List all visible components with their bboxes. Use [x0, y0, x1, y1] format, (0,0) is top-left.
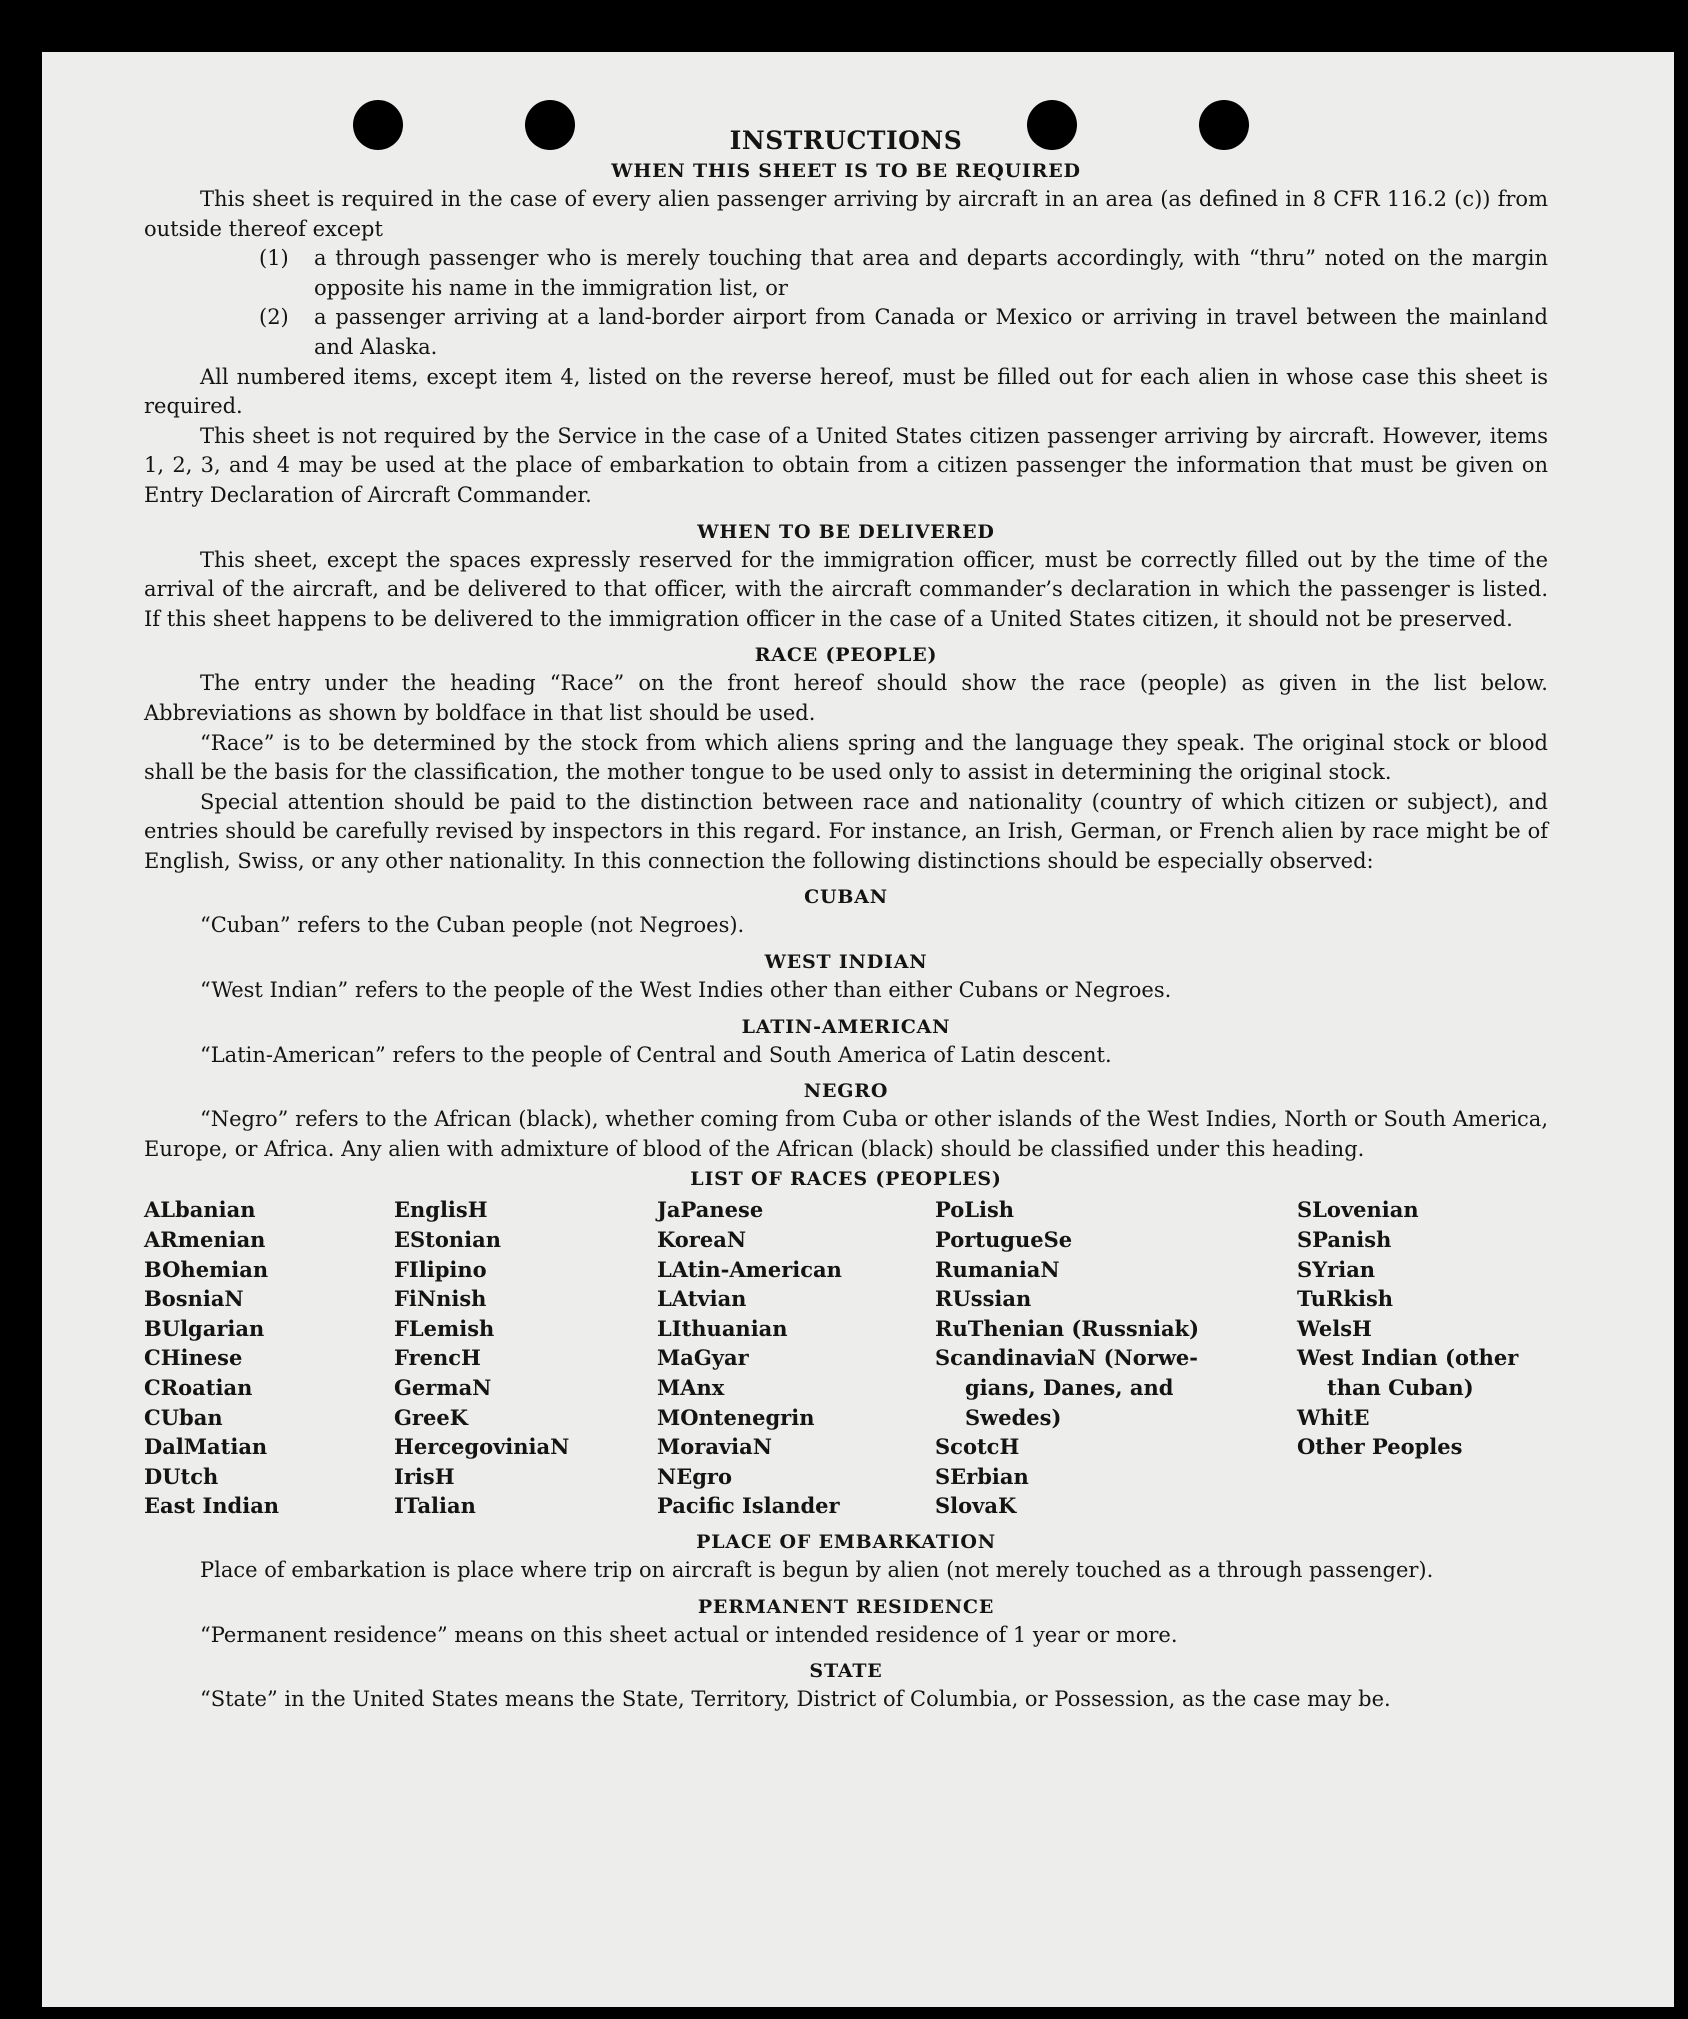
- race-entry: than Cuban): [1327, 1375, 1474, 1400]
- race-entry: ARmenian: [144, 1227, 266, 1253]
- paragraph-negro: “Negro” refers to the African (black), whether coming from Cuba or other islands of the West Indies, North or South America, Europe, or Africa. Any alien with admixture of blood of the African (black) should be classified under this heading.: [144, 1107, 1548, 1161]
- race-entry: SLovenian: [1297, 1197, 1419, 1223]
- races-column-1: [144, 1195, 394, 1521]
- race-entry: Swedes): [965, 1404, 1062, 1430]
- race-entry: West Indian (other: [1297, 1345, 1519, 1371]
- race-entry: MoraviaN: [657, 1434, 772, 1460]
- races-list: [144, 1195, 1548, 1521]
- race-entry: SPanish: [1297, 1227, 1392, 1253]
- paragraph-embarkation: Place of embarkation is place where trip on aircraft is begun by alien (not merely touched as a through passenger).: [200, 1557, 1434, 1582]
- race-entry: GermaN: [394, 1375, 492, 1400]
- item-text: a through passenger who is merely touching that area and departs accordingly, with “thru” noted on the margin opposite his name in the immigration list, or: [314, 246, 1548, 300]
- heading-cuban: CUBAN: [804, 886, 888, 909]
- race-entry: gians, Danes, and: [965, 1375, 1174, 1400]
- race-entry: LAtvian: [657, 1286, 747, 1312]
- paragraph-delivery: This sheet, except the spaces expressly reserved for the immigration officer, must be correctly filled out by the time of the arrival of the aircraft, and be delivered to that officer, with the aircraft commander’s declaration in which the passenger is listed. If this sheet happens to be delivered to the immigration officer in the case of a United States citizen, it should not be preserved.: [144, 547, 1548, 631]
- race-entry: MOntenegrin: [657, 1404, 815, 1430]
- race-entry: FLemish: [394, 1315, 495, 1341]
- paragraph-race-3: Special attention should be paid to the distinction between race and nationality (country of which citizen or subject), and entries should be carefully revised by inspectors in this regard. For instance, an Irish, German, or French alien by race might be of English, Swiss, or any other nationality. In this connection the following distinctions should be especially observed:: [144, 789, 1548, 873]
- race-entry: FrencH: [394, 1345, 481, 1371]
- heading-negro: NEGRO: [803, 1080, 889, 1103]
- race-entry: Pacific Islander: [657, 1493, 840, 1519]
- race-entry: HercegoviniaN: [394, 1434, 570, 1460]
- race-entry: FiNnish: [394, 1286, 487, 1312]
- race-entry: BUlgarian: [144, 1315, 265, 1341]
- race-entry: Other Peoples: [1297, 1434, 1463, 1460]
- paragraph-permanent-residence: “Permanent residence” means on this sheet actual or intended residence of 1 year or more.: [200, 1622, 1178, 1647]
- race-entry: KoreaN: [657, 1227, 747, 1253]
- race-entry: WhitE: [1297, 1404, 1370, 1430]
- race-entry: ALbanian: [144, 1197, 256, 1223]
- race-entry: East Indian: [144, 1493, 280, 1519]
- race-entry: SErbian: [935, 1463, 1029, 1489]
- paragraph-cuban: “Cuban” refers to the Cuban people (not Negroes).: [200, 913, 745, 938]
- exception-item-2: [259, 303, 1548, 362]
- paragraph-requirement: This sheet is required in the case of every alien passenger arriving by aircraft in an area (as defined in 8 CFR 116.2 (c)) from outside thereof except: [144, 187, 1548, 241]
- heading-race: RACE (PEOPLE): [754, 644, 938, 667]
- heading-permanent-residence: PERMANENT RESIDENCE: [697, 1595, 995, 1618]
- race-entry: TuRkish: [1297, 1286, 1394, 1312]
- race-entry: ScotcH: [935, 1434, 1020, 1460]
- race-entry: CUban: [144, 1404, 223, 1430]
- paragraph-latin-american: “Latin-American” refers to the people of Central and South America of Latin descent.: [200, 1042, 1112, 1067]
- race-entry: SlovaK: [935, 1493, 1017, 1519]
- race-entry: DUtch: [144, 1463, 219, 1489]
- race-entry: PoLish: [935, 1197, 1015, 1223]
- race-entry: CHinese: [144, 1345, 243, 1371]
- heading-latin-american: LATIN-AMERICAN: [741, 1015, 951, 1038]
- race-entry: MaGyar: [657, 1345, 749, 1371]
- paragraph-state: “State” in the United States means the State, Territory, District of Columbia, or Possession, as the case may be.: [200, 1687, 1391, 1712]
- race-entry: WelsH: [1297, 1315, 1372, 1341]
- race-entry: CRoatian: [144, 1375, 253, 1400]
- page-title: INSTRUCTIONS: [729, 126, 963, 155]
- race-entry: IrisH: [394, 1463, 455, 1489]
- race-entry: PortugueSe: [935, 1227, 1073, 1253]
- paragraph-race-2: “Race” is to be determined by the stock from which aliens spring and the language they speak. The original stock or blood shall be the basis for the classification, the mother tongue to be used only to assist in determining the original stock.: [144, 730, 1548, 785]
- paragraph-citizen: This sheet is not required by the Service in the case of a United States citizen passenger arriving by aircraft. However, items 1, 2, 3, and 4 may be used at the place of embarkation to obtain from a citizen passenger the information that must be given on Entry Declaration of Aircraft Commander.: [144, 423, 1548, 507]
- races-column-3: [657, 1195, 935, 1521]
- paragraph-west-indian: “West Indian” refers to the people of the West Indies other than either Cubans or Negroes.: [200, 978, 1172, 1003]
- race-entry: EStonian: [394, 1227, 501, 1253]
- race-entry: GreeK: [394, 1404, 468, 1430]
- race-entry: DalMatian: [144, 1434, 268, 1460]
- race-entry: RuThenian (Russniak): [935, 1315, 1200, 1341]
- race-entry: LAtin-American: [657, 1256, 842, 1282]
- races-column-5: [1297, 1195, 1548, 1521]
- race-entry: MAnx: [657, 1375, 725, 1400]
- exception-item-1: [259, 244, 1548, 303]
- race-entry: EnglisH: [394, 1197, 488, 1223]
- races-column-4: [935, 1195, 1297, 1521]
- race-entry: JaPanese: [657, 1197, 764, 1223]
- race-entry: NEgro: [657, 1463, 732, 1489]
- race-entry: ITalian: [394, 1493, 476, 1519]
- race-entry: FIlipino: [394, 1256, 487, 1282]
- race-entry: RumaniaN: [935, 1256, 1060, 1282]
- document-sheet: [42, 52, 1674, 2007]
- heading-embarkation: PLACE OF EMBARKATION: [696, 1530, 996, 1553]
- instructions-content: [144, 124, 1548, 1715]
- item-text: a passenger arriving at a land-border airport from Canada or Mexico or arriving in travel between the mainland and Alaska.: [314, 305, 1548, 359]
- race-entry: LIthuanian: [657, 1315, 788, 1341]
- race-entry: SYrian: [1297, 1256, 1376, 1282]
- race-entry: ScandinaviaN (Norwe-: [935, 1345, 1199, 1371]
- paragraph-numbered-items: All numbered items, except item 4, listed on the reverse hereof, must be filled out for each alien in whose case this sheet is required.: [144, 364, 1548, 419]
- item-number: (2): [259, 305, 289, 330]
- race-entry: RUssian: [935, 1286, 1032, 1312]
- race-entry: BosniaN: [144, 1286, 244, 1312]
- heading-west-indian: WEST INDIAN: [764, 951, 928, 974]
- heading-list-of-races: LIST OF RACES (PEOPLES): [690, 1168, 1002, 1191]
- races-column-2: [394, 1195, 657, 1521]
- paragraph-race-1: The entry under the heading “Race” on the front hereof should show the race (people) as given in the list below. Abbreviations as shown by boldface in that list should be used.: [144, 671, 1548, 725]
- heading-when-delivered: WHEN TO BE DELIVERED: [697, 520, 995, 543]
- item-number: (1): [259, 246, 289, 271]
- heading-when-required: WHEN THIS SHEET IS TO BE REQUIRED: [611, 160, 1081, 182]
- race-entry: BOhemian: [144, 1256, 269, 1282]
- heading-state: STATE: [809, 1660, 883, 1683]
